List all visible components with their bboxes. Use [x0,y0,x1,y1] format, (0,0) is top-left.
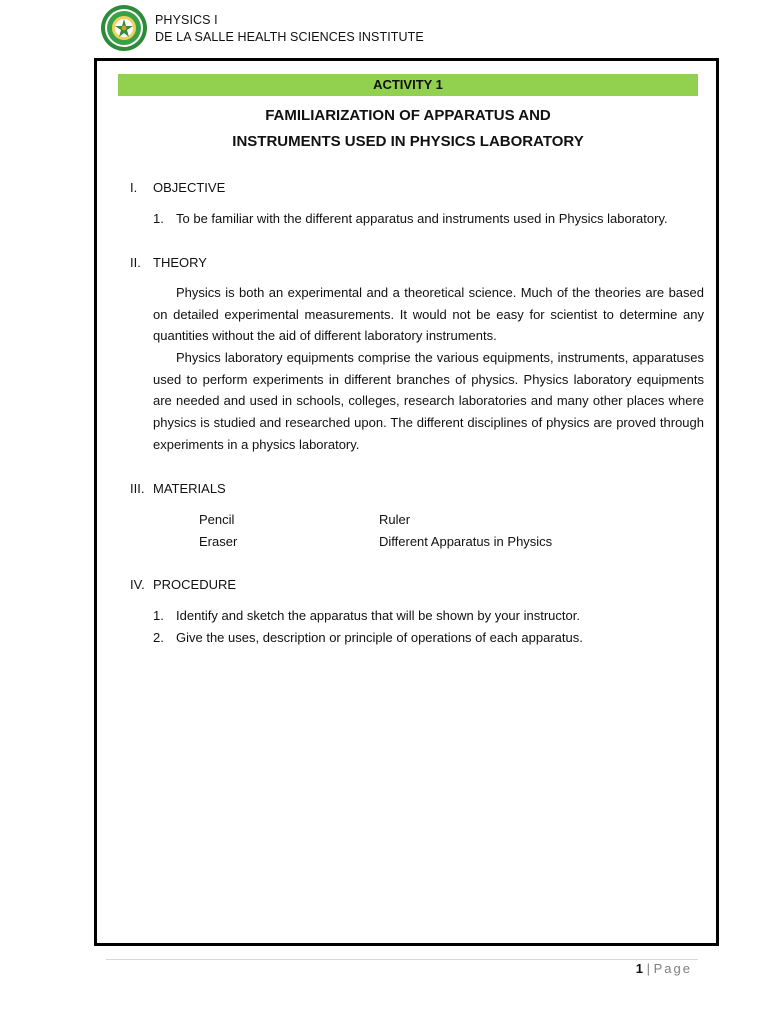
item-number: 1. [153,608,164,623]
item-text: To be familiar with the different apparatus and instruments used in Physics laboratory. [176,211,668,226]
procedure-item [153,608,580,623]
section-title: MATERIALS [153,481,226,496]
course-name: PHYSICS I [155,13,218,27]
page-number: 1 [635,961,643,976]
institution-seal-icon [100,4,148,52]
section-numeral: IV. [130,577,145,592]
page-word: Page [653,961,692,976]
item-number: 1. [153,211,164,226]
activity-title-line-2: INSTRUMENTS USED IN PHYSICS LABORATORY [232,133,584,150]
section-numeral: III. [130,481,145,496]
section-procedure-heading [130,577,236,592]
activity-label: ACTIVITY 1 [118,74,698,96]
material-item: Pencil [199,512,235,527]
section-materials-heading [130,481,226,496]
theory-paragraph-1: Physics is both an experimental and a theoretical science. Much of the theories are based on detailed experimental measurements. It would not be easy for scientist to determine any quantities without the aid of different laboratory instruments. [153,285,704,344]
objective-item [153,211,668,226]
material-item: Different Apparatus in Physics [379,534,553,549]
item-text: Give the uses, description or principle of operations of each apparatus. [176,630,583,645]
section-objective-heading [130,180,225,195]
material-item: Eraser [199,534,238,549]
section-theory-heading [130,255,207,270]
item-text: Identify and sketch the apparatus that will be shown by your instructor. [176,608,580,623]
theory-paragraph-2: Physics laboratory equipments comprise the various equipments, instruments, apparatuses used to perform experiments in different branches of physics. Physics laboratory equipments are needed and used in schools, colleges, research laboratories and many other places where physics is studied and researched upon. The different disciplines of physics are proved through experiments in a physics laboratory. [153,350,704,452]
section-numeral: II. [130,255,141,270]
footer-divider [106,959,698,960]
institution-name: DE LA SALLE HEALTH SCIENCES INSTITUTE [155,30,424,44]
page-footer [636,961,692,976]
item-number: 2. [153,630,164,645]
section-numeral: I. [130,180,138,195]
material-item: Ruler [379,512,411,527]
section-title: THEORY [153,255,207,270]
procedure-item [153,630,583,645]
activity-title-line-1: FAMILIARIZATION OF APPARATUS AND [265,107,551,124]
section-title: OBJECTIVE [153,180,226,195]
section-title: PROCEDURE [153,577,237,592]
page-header [100,4,700,54]
footer-separator: | [646,961,650,976]
